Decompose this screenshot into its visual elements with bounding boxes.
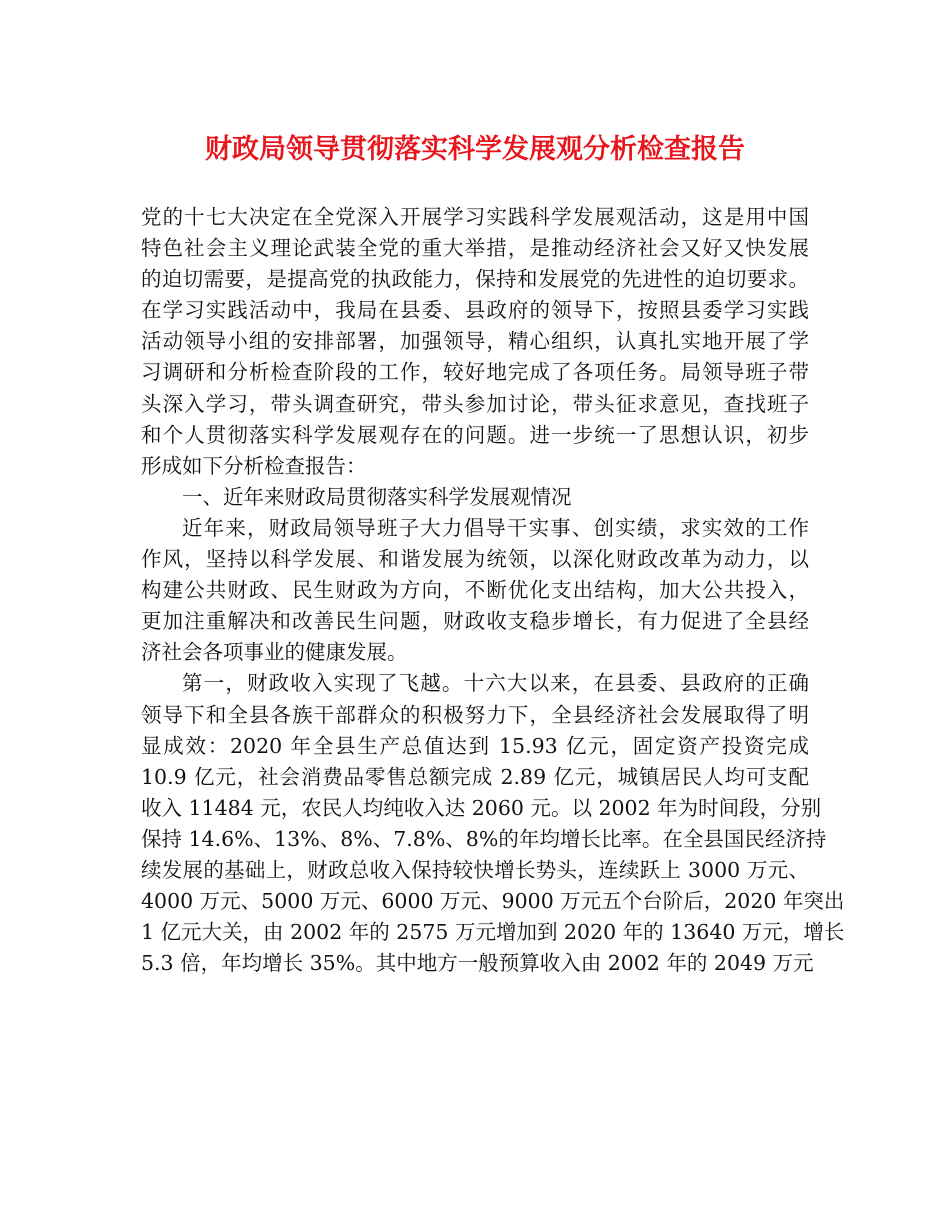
- text-line: 在学习实践活动中，我局在县委、县政府的领导下，按照县委学习实践: [141, 298, 809, 323]
- text-line: 作风，坚持以科学发展、和谐发展为统领，以深化财政改革为动力，以: [141, 547, 809, 572]
- text-line: 一、近年来财政局贯彻落实科学发展观情况: [182, 484, 572, 509]
- text-line: 显成效：2020 年全县生产总值达到 15.93 亿元，固定资产投资完成: [141, 733, 809, 758]
- text-line: 党的十七大决定在全党深入开展学习实践科学发展观活动，这是用中国: [141, 205, 809, 229]
- text-line: 保持 14.6%、13%、8%、7.8%、8%的年均增长比率。在全县国民经济持: [141, 826, 827, 851]
- text-line: 和个人贯彻落实科学发展观存在的问题。进一步统一了思想认识，初步: [141, 422, 809, 447]
- text-line: 收入 11484 元，农民人均纯收入达 2060 元。以 2002 年为时间段，分别: [141, 795, 822, 820]
- document-body: [141, 202, 845, 979]
- text-line: 4000 万元、5000 万元、6000 万元、9000 万元五个台阶后，2020 年突出: [141, 889, 845, 914]
- text-line: 近年来，财政局领导班子大力倡导干实事、创实绩，求实效的工作: [182, 515, 809, 540]
- text-line: 续发展的基础上，财政总收入保持较快增长势头，连续跃上 3000 万元、: [141, 857, 809, 882]
- text-line: 头深入学习，带头调查研究，带头参加讨论，带头征求意见，查找班子: [141, 391, 809, 416]
- text-line: 5.3 倍，年均增长 35%。其中地方一般预算收入由 2002 年的 2049 万元: [141, 951, 814, 976]
- text-line: 济社会各项事业的健康发展。: [141, 640, 408, 665]
- text-line: 领导下和全县各族干部群众的积极努力下，全县经济社会发展取得了明: [141, 702, 809, 727]
- text-line: 1 亿元大关，由 2002 年的 2575 万元增加到 2020 年的 13640 万元，增长: [141, 920, 845, 945]
- text-line: 形成如下分析检查报告：: [141, 453, 367, 478]
- text-line: 活动领导小组的安排部署，加强领导，精心组织，认真扎实地开展了学: [141, 329, 809, 354]
- document-title: 财政局领导贯彻落实科学发展观分析检查报告: [205, 134, 745, 165]
- text-line: 特色社会主义理论武装全党的重大举措，是推动经济社会又好又快发展: [141, 236, 809, 261]
- text-line: 习调研和分析检查阶段的工作，较好地完成了各项任务。局领导班子带: [141, 360, 809, 385]
- text-line: 构建公共财政、民生财政为方向，不断优化支出结构，加大公共投入，: [141, 578, 809, 603]
- text-line: 10.9 亿元，社会消费品零售总额完成 2.89 亿元，城镇居民人均可支配: [141, 764, 809, 789]
- text-line: 第一，财政收入实现了飞越。十六大以来，在县委、县政府的正确: [182, 671, 809, 696]
- text-line: 更加注重解决和改善民生问题，财政收支稳步增长，有力促进了全县经: [141, 609, 809, 634]
- text-line: 的迫切需要，是提高党的执政能力，保持和发展党的先进性的迫切要求。: [141, 267, 809, 292]
